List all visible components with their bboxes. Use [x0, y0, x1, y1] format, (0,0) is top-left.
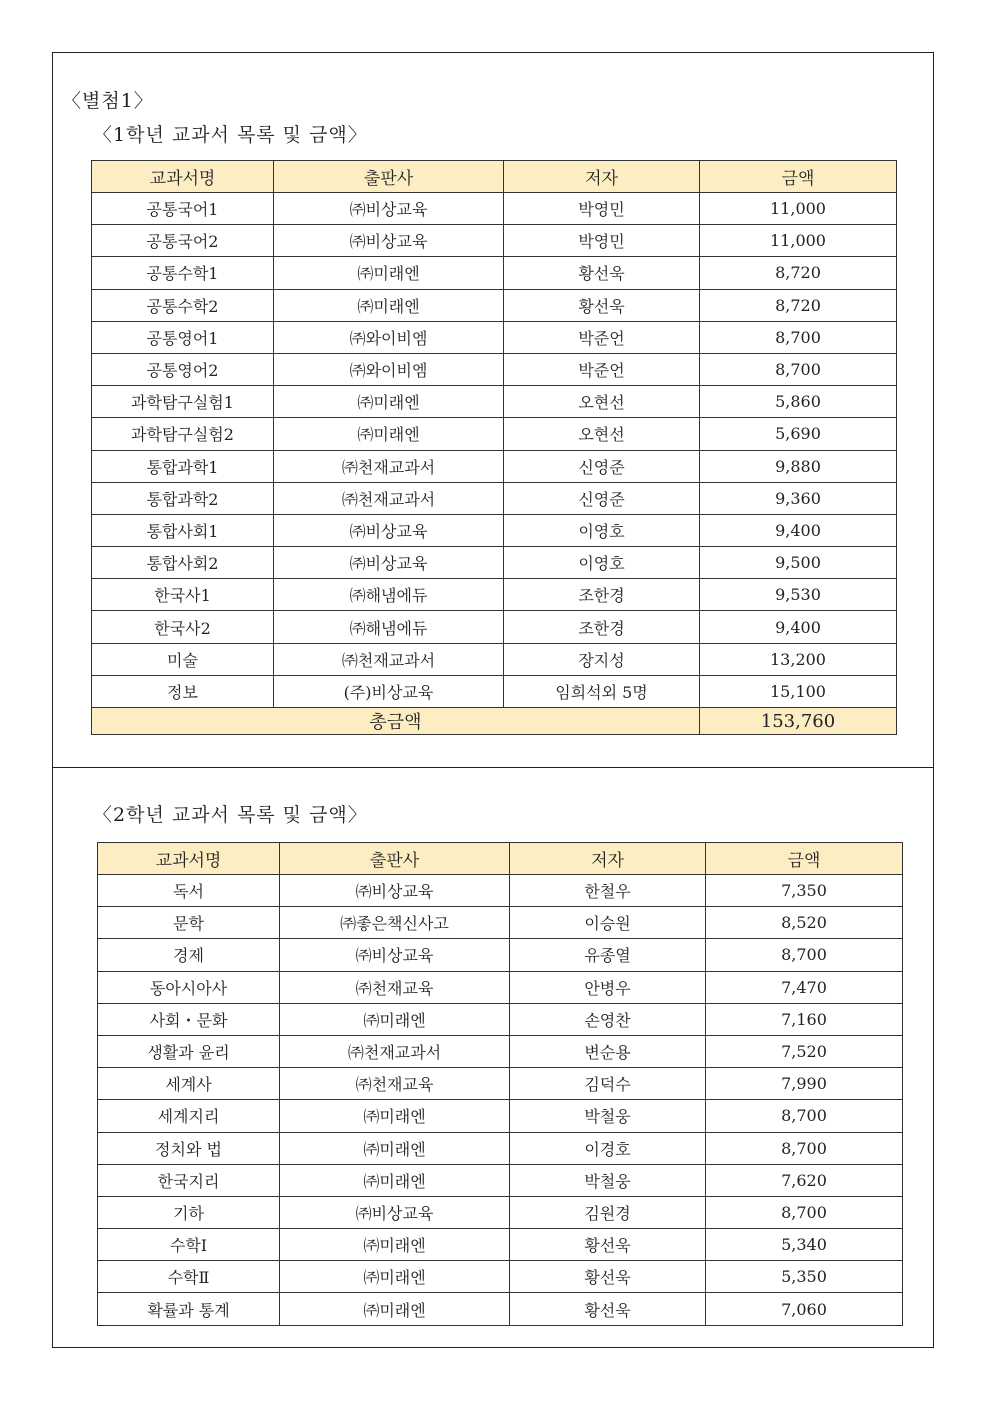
grade1-table-title: 〈1학년 교과서 목록 및 금액〉: [93, 124, 368, 146]
author-cell: 박철웅: [510, 1100, 706, 1132]
price-cell: 9,400: [700, 514, 897, 546]
publisher-cell: ㈜미래엔: [280, 1100, 510, 1132]
textbook-name-cell: 한국사2: [92, 611, 274, 643]
table-row: [92, 289, 897, 321]
price-cell: 9,360: [700, 482, 897, 514]
textbook-name-cell: 기하: [98, 1196, 280, 1228]
textbook-name-cell: 통합과학1: [92, 450, 274, 482]
author-cell: 김원경: [510, 1196, 706, 1228]
author-cell: 조한경: [504, 579, 700, 611]
price-cell: 9,400: [700, 611, 897, 643]
author-cell: 박준언: [504, 353, 700, 385]
table-row: [98, 1100, 903, 1132]
textbook-name-cell: 공통수학1: [92, 257, 274, 289]
attachment-title: 〈별첨1〉: [62, 90, 154, 112]
author-cell: 이영호: [504, 547, 700, 579]
publisher-cell: ㈜미래엔: [280, 1003, 510, 1035]
publisher-cell: ㈜미래엔: [280, 1261, 510, 1293]
table-row: [92, 193, 897, 225]
header-textbook: 교과서명: [98, 843, 280, 875]
textbook-name-cell: 한국지리: [98, 1164, 280, 1196]
price-cell: 7,350: [706, 875, 903, 907]
total-row: [92, 708, 897, 735]
textbook-name-cell: 공통영어1: [92, 321, 274, 353]
author-cell: 이영호: [504, 514, 700, 546]
price-cell: 11,000: [700, 193, 897, 225]
publisher-cell: ㈜해냄에듀: [274, 611, 504, 643]
table-row: [98, 1003, 903, 1035]
price-cell: 8,700: [700, 353, 897, 385]
price-cell: 8,700: [706, 1100, 903, 1132]
price-cell: 8,700: [700, 321, 897, 353]
publisher-cell: ㈜미래엔: [280, 1132, 510, 1164]
publisher-cell: ㈜천재교육: [280, 971, 510, 1003]
publisher-cell: ㈜천재교육: [280, 1068, 510, 1100]
price-cell: 8,700: [706, 1132, 903, 1164]
textbook-name-cell: 공통국어2: [92, 225, 274, 257]
table-row: [98, 1164, 903, 1196]
price-cell: 8,520: [706, 907, 903, 939]
price-cell: 11,000: [700, 225, 897, 257]
textbook-name-cell: 세계지리: [98, 1100, 280, 1132]
publisher-cell: ㈜미래엔: [280, 1229, 510, 1261]
table-row: [92, 547, 897, 579]
table-row: [92, 514, 897, 546]
table-row: [92, 418, 897, 450]
textbook-name-cell: 과학탐구실험2: [92, 418, 274, 450]
author-cell: 이승원: [510, 907, 706, 939]
publisher-cell: ㈜비상교육: [280, 1196, 510, 1228]
table-row: [92, 482, 897, 514]
publisher-cell: ㈜미래엔: [274, 289, 504, 321]
author-cell: 이경호: [510, 1132, 706, 1164]
table-row: [92, 257, 897, 289]
author-cell: 손영찬: [510, 1003, 706, 1035]
price-cell: 7,160: [706, 1003, 903, 1035]
table-row: [98, 1068, 903, 1100]
table-header-row: [92, 161, 897, 193]
textbook-name-cell: 정치와 법: [98, 1132, 280, 1164]
table-row: [98, 1132, 903, 1164]
table-row: [98, 1261, 903, 1293]
author-cell: 박영민: [504, 193, 700, 225]
textbook-name-cell: 생활과 윤리: [98, 1035, 280, 1067]
author-cell: 오현선: [504, 418, 700, 450]
textbook-name-cell: 한국사1: [92, 579, 274, 611]
table-row: [92, 225, 897, 257]
textbook-name-cell: 공통수학2: [92, 289, 274, 321]
author-cell: 오현선: [504, 386, 700, 418]
price-cell: 7,620: [706, 1164, 903, 1196]
publisher-cell: ㈜와이비엠: [274, 321, 504, 353]
author-cell: 한철우: [510, 875, 706, 907]
textbook-name-cell: 사회・문화: [98, 1003, 280, 1035]
table-row: [92, 675, 897, 707]
textbook-name-cell: 독서: [98, 875, 280, 907]
textbook-name-cell: 확률과 통계: [98, 1293, 280, 1325]
table-row: [98, 1229, 903, 1261]
publisher-cell: ㈜비상교육: [274, 547, 504, 579]
publisher-cell: ㈜천재교과서: [274, 482, 504, 514]
table-row: [98, 971, 903, 1003]
author-cell: 박철웅: [510, 1164, 706, 1196]
publisher-cell: (주)비상교육: [274, 675, 504, 707]
textbook-name-cell: 통합과학2: [92, 482, 274, 514]
table-row: [92, 386, 897, 418]
textbook-name-cell: 문학: [98, 907, 280, 939]
textbook-name-cell: 수학Ⅰ: [98, 1229, 280, 1261]
publisher-cell: ㈜비상교육: [274, 514, 504, 546]
publisher-cell: ㈜천재교과서: [274, 450, 504, 482]
table-row: [98, 1196, 903, 1228]
price-cell: 15,100: [700, 675, 897, 707]
author-cell: 장지성: [504, 643, 700, 675]
publisher-cell: ㈜비상교육: [274, 193, 504, 225]
table-row: [92, 450, 897, 482]
author-cell: 박영민: [504, 225, 700, 257]
grade2-textbook-table: [97, 842, 903, 1326]
textbook-name-cell: 과학탐구실험1: [92, 386, 274, 418]
publisher-cell: ㈜해냄에듀: [274, 579, 504, 611]
price-cell: 8,700: [706, 939, 903, 971]
price-cell: 8,720: [700, 257, 897, 289]
price-cell: 7,520: [706, 1035, 903, 1067]
author-cell: 황선욱: [510, 1261, 706, 1293]
header-publisher: 출판사: [274, 161, 504, 193]
textbook-name-cell: 세계사: [98, 1068, 280, 1100]
author-cell: 신영준: [504, 482, 700, 514]
publisher-cell: ㈜좋은책신사고: [280, 907, 510, 939]
table-row: [98, 907, 903, 939]
price-cell: 5,340: [706, 1229, 903, 1261]
header-textbook: 교과서명: [92, 161, 274, 193]
author-cell: 변순용: [510, 1035, 706, 1067]
publisher-cell: ㈜미래엔: [274, 386, 504, 418]
price-cell: 9,530: [700, 579, 897, 611]
textbook-name-cell: 정보: [92, 675, 274, 707]
textbook-name-cell: 수학Ⅱ: [98, 1261, 280, 1293]
price-cell: 9,500: [700, 547, 897, 579]
author-cell: 황선욱: [510, 1229, 706, 1261]
table-row: [98, 939, 903, 971]
table-row: [98, 875, 903, 907]
publisher-cell: ㈜미래엔: [280, 1164, 510, 1196]
price-cell: 7,470: [706, 971, 903, 1003]
price-cell: 7,060: [706, 1293, 903, 1325]
total-value: 153,760: [700, 708, 897, 735]
publisher-cell: ㈜천재교과서: [280, 1035, 510, 1067]
table-row: [92, 643, 897, 675]
table-row: [92, 321, 897, 353]
publisher-cell: ㈜미래엔: [274, 257, 504, 289]
price-cell: 8,720: [700, 289, 897, 321]
price-cell: 13,200: [700, 643, 897, 675]
textbook-name-cell: 경제: [98, 939, 280, 971]
price-cell: 5,690: [700, 418, 897, 450]
textbook-name-cell: 통합사회1: [92, 514, 274, 546]
table-row: [98, 1293, 903, 1325]
textbook-name-cell: 미술: [92, 643, 274, 675]
grade1-textbook-table: [91, 160, 897, 735]
total-label: 총금액: [92, 708, 700, 735]
textbook-name-cell: 통합사회2: [92, 547, 274, 579]
header-price: 금액: [700, 161, 897, 193]
author-cell: 임희석외 5명: [504, 675, 700, 707]
price-cell: 8,700: [706, 1196, 903, 1228]
author-cell: 황선욱: [510, 1293, 706, 1325]
author-cell: 유종열: [510, 939, 706, 971]
publisher-cell: ㈜미래엔: [280, 1293, 510, 1325]
author-cell: 신영준: [504, 450, 700, 482]
author-cell: 김덕수: [510, 1068, 706, 1100]
publisher-cell: ㈜미래엔: [274, 418, 504, 450]
price-cell: 5,350: [706, 1261, 903, 1293]
header-author: 저자: [504, 161, 700, 193]
table-row: [92, 611, 897, 643]
textbook-name-cell: 동아시아사: [98, 971, 280, 1003]
table-header-row: [98, 843, 903, 875]
publisher-cell: ㈜와이비엠: [274, 353, 504, 385]
section-divider: [52, 767, 934, 768]
table-row: [92, 353, 897, 385]
textbook-name-cell: 공통국어1: [92, 193, 274, 225]
price-cell: 9,880: [700, 450, 897, 482]
table-row: [98, 1035, 903, 1067]
author-cell: 박준언: [504, 321, 700, 353]
header-publisher: 출판사: [280, 843, 510, 875]
author-cell: 황선욱: [504, 257, 700, 289]
author-cell: 조한경: [504, 611, 700, 643]
table-row: [92, 579, 897, 611]
publisher-cell: ㈜천재교과서: [274, 643, 504, 675]
publisher-cell: ㈜비상교육: [274, 225, 504, 257]
publisher-cell: ㈜비상교육: [280, 875, 510, 907]
price-cell: 5,860: [700, 386, 897, 418]
author-cell: 황선욱: [504, 289, 700, 321]
author-cell: 안병우: [510, 971, 706, 1003]
textbook-name-cell: 공통영어2: [92, 353, 274, 385]
header-price: 금액: [706, 843, 903, 875]
price-cell: 7,990: [706, 1068, 903, 1100]
header-author: 저자: [510, 843, 706, 875]
publisher-cell: ㈜비상교육: [280, 939, 510, 971]
grade2-table-title: 〈2학년 교과서 목록 및 금액〉: [93, 804, 368, 826]
